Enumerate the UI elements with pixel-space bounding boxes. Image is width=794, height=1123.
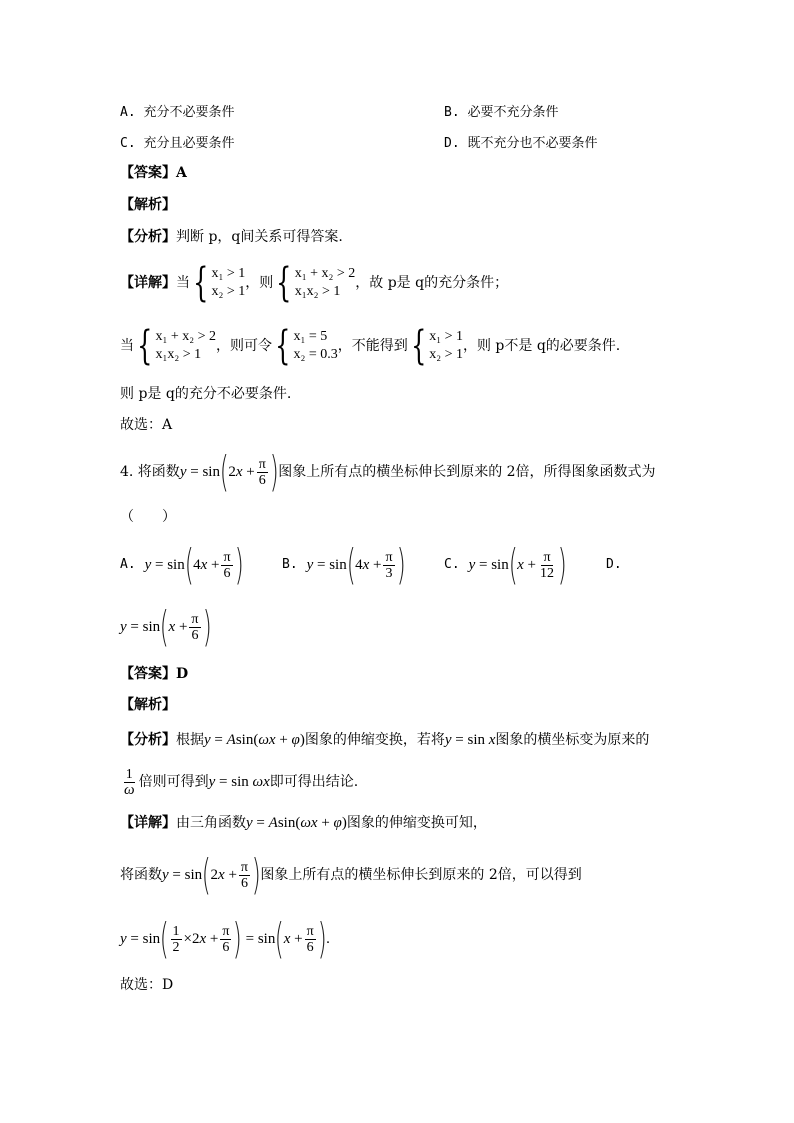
q4-option-d: y = sin ( x + $\frac{\pi}{6}$ ) (120, 602, 212, 651)
choice-q4: 故选：D (120, 977, 174, 993)
choice-q3: 故选：A (120, 417, 173, 433)
system-4: { x₁ = 5 x₂ = 0.3 (275, 323, 338, 369)
answer-label-q4: 【答案】D (120, 666, 189, 682)
q4-option-b: B. y = sin ( 4 x + $\frac{\pi}{3}$ ) (282, 540, 406, 589)
formula-stem: y = sin ( 2 x + $\frac{\pi}{6}$ ) (179, 447, 279, 496)
option-a: A. 充分不必要条件 (120, 105, 235, 120)
detail-q4-line2: 将函数 y = sin ( 2 x + $\frac{\pi}{6}$ ) 图象上所有点的横坐标伸长到原来的 2倍，可以得到 (120, 850, 582, 899)
jiexi-label-q3: 【解析】 (120, 197, 176, 213)
q4-stem: 4. 将函数 y = sin ( 2 x + $\frac{\pi}{6}$ ) 图象上所有点的横坐标伸长到原来的 2倍，所得图象函数式为 (120, 447, 656, 496)
analysis-q4-line1: 【分析】 根据 y = A sin ( ωx + φ ) 图象的伸缩变换，若将 y = sin x 图象的横坐标变为原来的 (120, 732, 650, 748)
detail-q3-line1: 【详解】 当 { x₁ > 1 x₂ > 1 ，则 { x₁ + x₂ > 2 x₁x₂ > 1 ，故 p是 q的充分条件； (120, 260, 509, 306)
system-3: { x₁ + x₂ > 2 x₁x₂ > 1 (137, 323, 217, 369)
q4-blank: （ ） (120, 509, 176, 525)
q4-option-d-label: D. (606, 557, 622, 572)
analysis-q4-line2: $\frac{1}{\omega}$ 倍则可得到 y = sin ωx 即可得出结论. (124, 766, 359, 798)
q4-option-c: C. y = sin ( x + $\frac{\pi}{12}$ ) (444, 540, 567, 589)
option-b: B. 必要不充分条件 (444, 105, 559, 120)
detail-q4-line1: 【详解】 由三角函数 y = A sin ( ωx + φ ) 图象的伸缩变换可知， (120, 815, 487, 831)
formula-result: y = sin ( $\frac{1}{2}$ ×2 x + $\frac{\pi}{6}$ ) = sin ( x + $\frac{\pi}{6}$ ) . (120, 914, 330, 963)
conclusion-q3: 则 p是 q的充分不必要条件. (120, 386, 292, 402)
system-1: { x₁ > 1 x₂ > 1 (193, 260, 246, 306)
q4-option-a: A. y = sin ( 4 x + $\frac{\pi}{6}$ ) (120, 540, 244, 589)
option-d: D. 既不充分也不必要条件 (444, 136, 598, 151)
system-5: { x₁ > 1 x₂ > 1 (410, 323, 463, 369)
jiexi-label-q4: 【解析】 (120, 697, 176, 713)
answer-label-q3: 【答案】A (120, 165, 187, 181)
detail-q4-line3 (120, 914, 330, 963)
system-2: { x₁ + x₂ > 2 x₁x₂ > 1 (276, 260, 356, 306)
option-c: C. 充分且必要条件 (120, 136, 235, 151)
detail-q3-line2: 当 { x₁ + x₂ > 2 x₁x₂ > 1 ，则可令 { x₁ = 5 x₂ = 0.3 ，不能得到 { x₁ > 1 x₂ > 1 ，则 p不是 q的必要条件. (120, 323, 621, 369)
analysis-q3: 【分析】判断 p，q间关系可得答案. (120, 229, 343, 245)
